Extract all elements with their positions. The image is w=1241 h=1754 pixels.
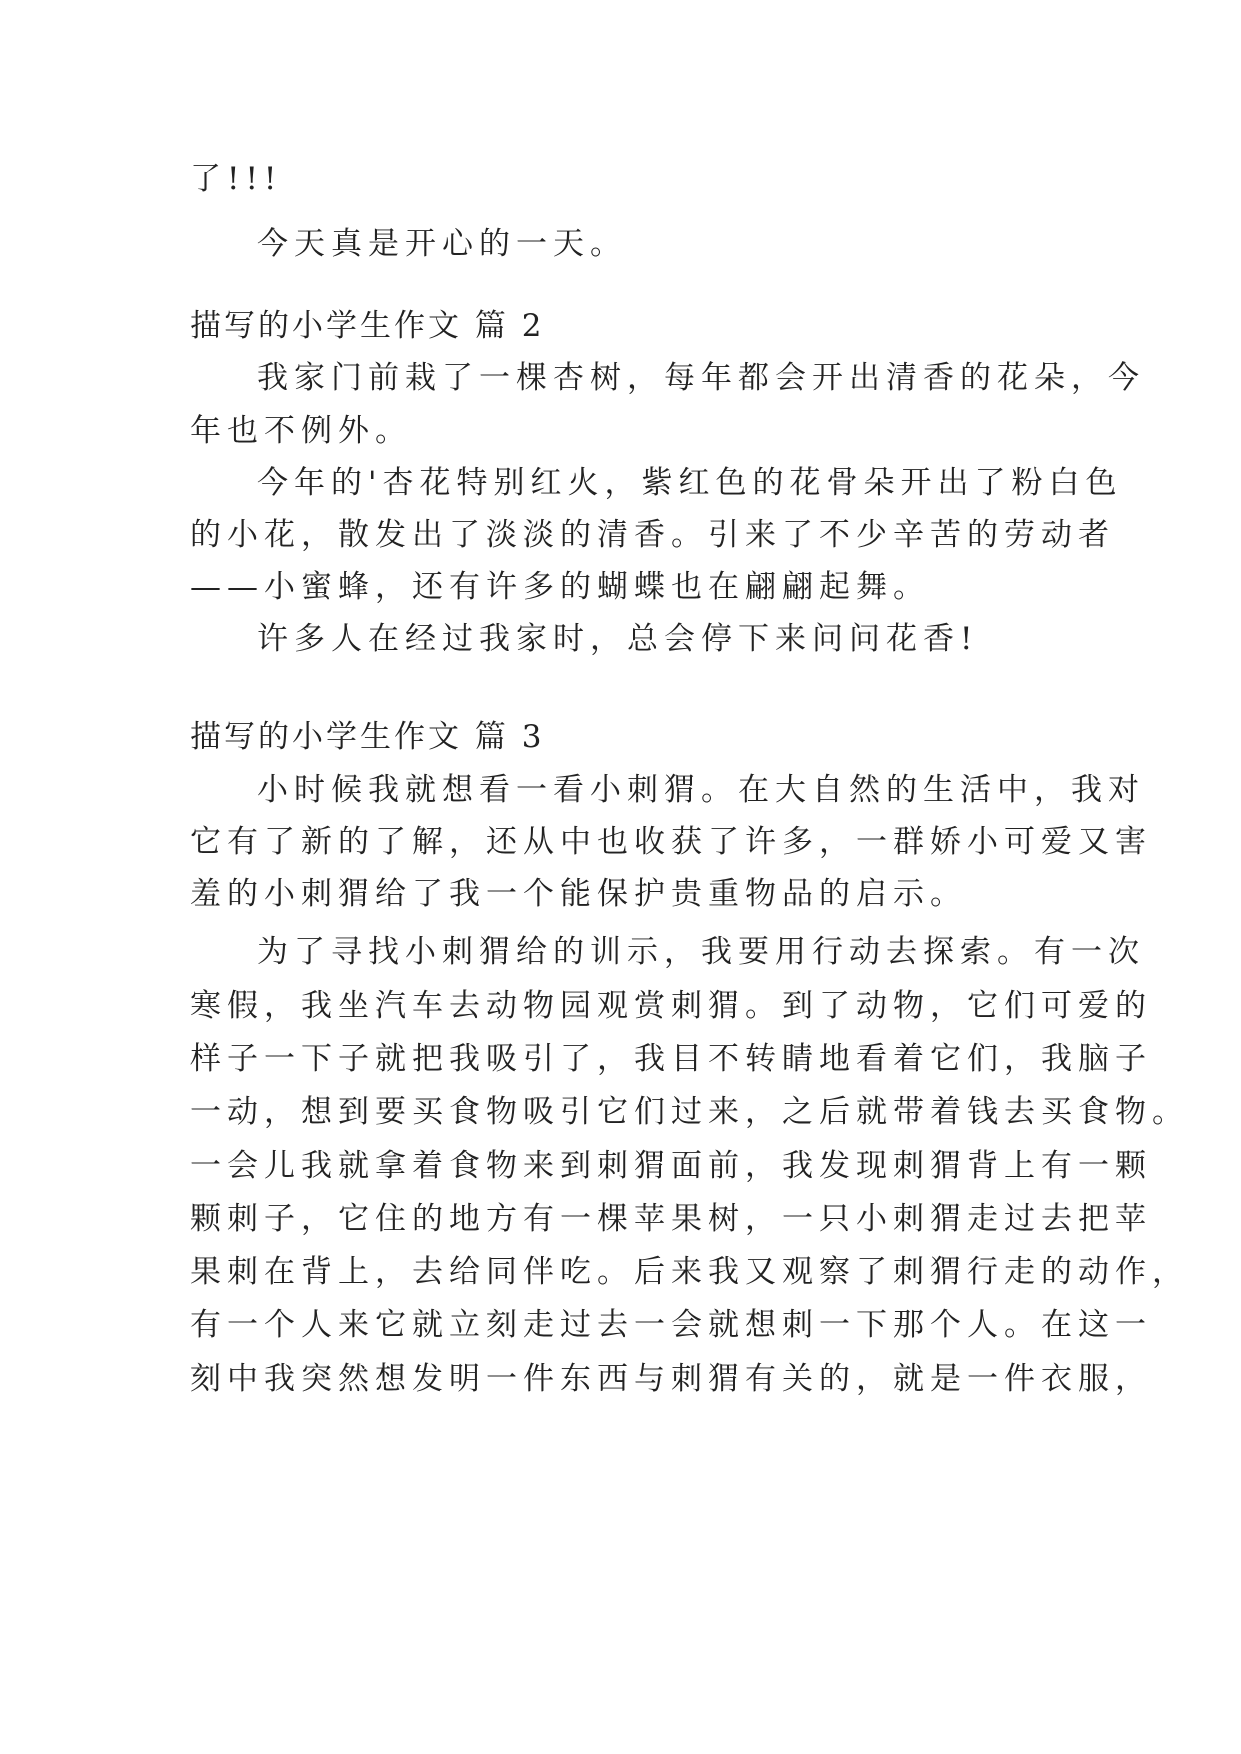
text-line: 寒假，我坐汽车去动物园观赏刺猬。到了动物，它们可爱的 (190, 988, 1152, 1024)
text-line: 一动，想到要买食物吸引它们过来，之后就带着钱去买食物。 (190, 1094, 1189, 1130)
text-line: 年也不例外。 (190, 413, 412, 449)
text-line: 羞的小刺猬给了我一个能保护贵重物品的启示。 (190, 876, 967, 912)
text-line: 一会儿我就拿着食物来到刺猬面前，我发现刺猬背上有一颗 (190, 1148, 1152, 1184)
text-line: ——小蜜蜂，还有许多的蝴蝶也在翩翩起舞。 (190, 569, 930, 605)
text-line: 样子一下子就把我吸引了，我目不转睛地看着它们，我脑子 (190, 1041, 1152, 1077)
text-line: 果刺在背上，去给同伴吃。后来我又观察了刺猬行走的动作， (190, 1254, 1189, 1290)
text-line: 刻中我突然想发明一件东西与刺猬有关的，就是一件衣服， (190, 1361, 1152, 1397)
text-line: 有一个人来它就立刻走过去一会就想刺一下那个人。在这一 (190, 1307, 1152, 1343)
text-line: 了!!! (190, 161, 283, 197)
paragraph-line: 今天真是开心的一天。 (257, 226, 627, 262)
text-line: 的小花，散发出了淡淡的清香。引来了不少辛苦的劳动者 (190, 517, 1115, 553)
paragraph-line: 小时候我就想看一看小刺猬。在大自然的生活中，我对 (257, 772, 1145, 808)
section-heading: 描写的小学生作文 篇 2 (190, 308, 545, 344)
paragraph-line: 许多人在经过我家时，总会停下来问问花香! (257, 621, 979, 657)
text-line: 它有了新的了解，还从中也收获了许多，一群娇小可爱又害 (190, 824, 1152, 860)
paragraph-line: 为了寻找小刺猬给的训示，我要用行动去探索。有一次 (257, 934, 1145, 970)
text-line: 颗刺子，它住的地方有一棵苹果树，一只小刺猬走过去把苹 (190, 1201, 1152, 1237)
section-heading: 描写的小学生作文 篇 3 (190, 719, 545, 755)
paragraph-line: 今年的'杏花特别红火，紫红色的花骨朵开出了粉白色 (257, 465, 1123, 501)
paragraph-line: 我家门前栽了一棵杏树，每年都会开出清香的花朵，今 (257, 360, 1145, 396)
